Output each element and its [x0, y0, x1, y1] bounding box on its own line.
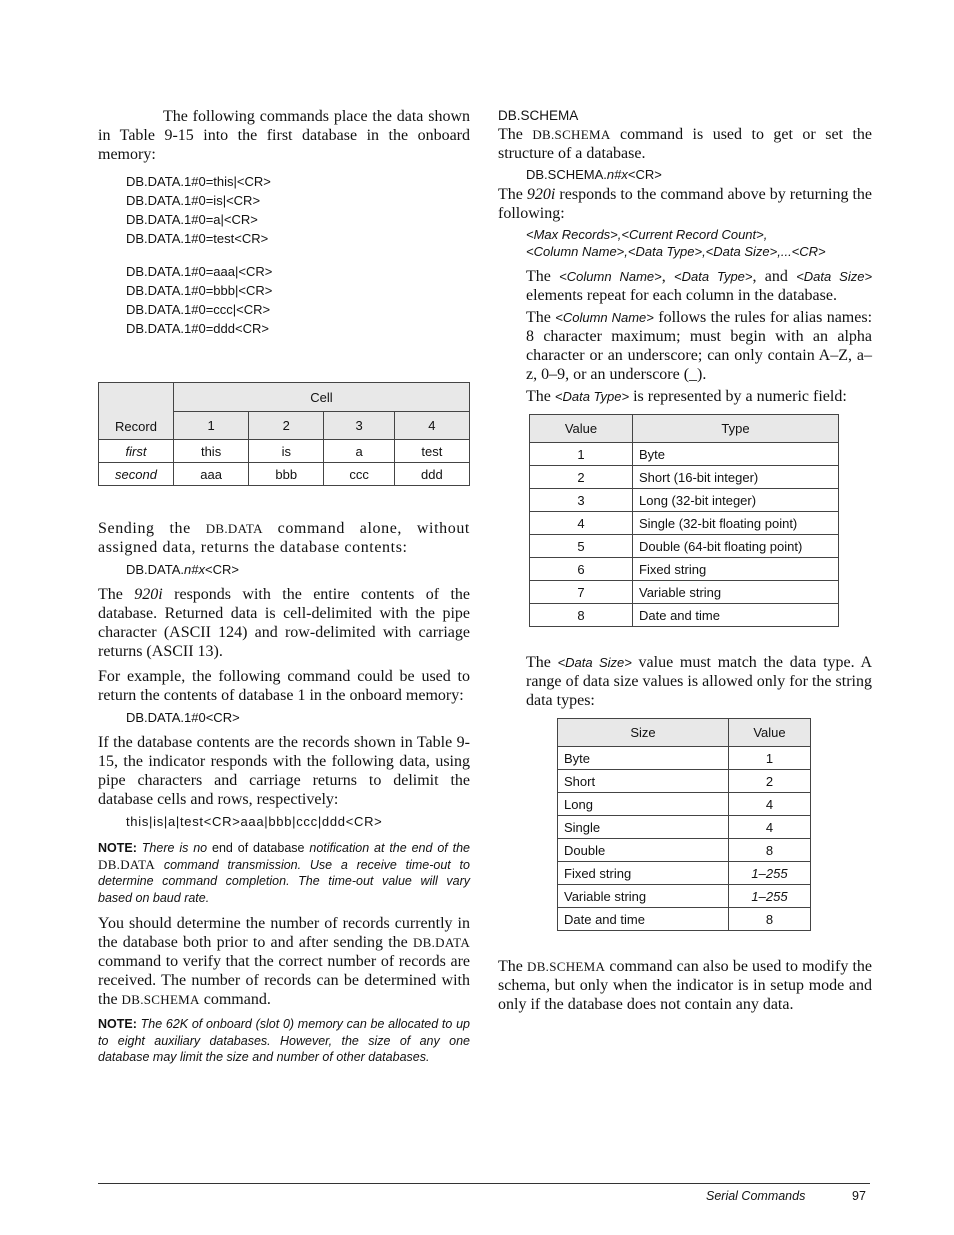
- data-size-table: [557, 718, 811, 931]
- model-name: 920i: [134, 586, 163, 603]
- cell-column-header: 4: [394, 412, 469, 440]
- table-cell: 6: [530, 558, 633, 581]
- rules-paragraph: The <Column Name> follows the rules for alias names: 8 character maximum; must begin with an alpha character or an underscore; can only contain A–Z, a–z, 0–9, or an underscore (_).: [526, 309, 873, 383]
- table-cell: Short: [558, 770, 729, 793]
- schema-format: <Max Records>,<Current Record Count>, <Column Name>,<Data Type>,<Data Size>,...<CR>: [526, 227, 826, 259]
- cell-column-header: 2: [249, 412, 324, 440]
- command-line: DB.DATA.1#0=aaa|<CR>: [126, 264, 273, 279]
- table-cell: Fixed string: [633, 558, 839, 581]
- table-cell: 2: [729, 770, 811, 793]
- table-cell: aaa: [174, 463, 249, 486]
- note-memory: NOTE: The 62K of onboard (slot 0) memory can be allocated to up to eight auxiliary databases. However, the size of any one database may limit the size and number of other databases.: [98, 1017, 470, 1064]
- schema-responds-paragraph: The 920i responds to the command above by returning the following:: [498, 186, 873, 222]
- table-row: [530, 535, 839, 558]
- table-cell: ddd: [394, 463, 469, 486]
- table-cell: 4: [729, 816, 811, 839]
- table-row: [530, 604, 839, 627]
- table-cell: is: [249, 440, 324, 463]
- note-receive-timeout: NOTE: There is no end of database notification at the end of the DB.DATA command transmission. Use a receive time-out to determine command completion. The time-out value will vary based on baud rate.: [98, 841, 470, 905]
- schema-paragraph: The DB.SCHEMA command is used to get or set the structure of a database.: [498, 126, 873, 162]
- records-table: [98, 382, 470, 486]
- output-example: this|is|a|test<CR>aaa|bbb|ccc|ddd<CR>: [126, 814, 383, 829]
- db-data-code: DB.DATA: [205, 521, 263, 536]
- footer-rule: [98, 1183, 870, 1184]
- table-row: [558, 793, 811, 816]
- cell-column-header: 1: [174, 412, 249, 440]
- record-label: second: [99, 463, 174, 486]
- table-row: [530, 466, 839, 489]
- example-command: DB.DATA.1#0<CR>: [126, 710, 240, 725]
- column-header: Size: [558, 719, 729, 747]
- table-row: [99, 440, 470, 463]
- intro-paragraph: The following commands place the data shown in Table 9-15 into the first database in the onboard memory:: [98, 108, 470, 163]
- table-cell: 1–255: [729, 885, 811, 908]
- table-row: [558, 816, 811, 839]
- table-cell: Date and time: [558, 908, 729, 931]
- data-type-paragraph: The <Data Type> is represented by a numeric field:: [526, 388, 847, 405]
- column-header: Value: [530, 415, 633, 443]
- data-size-paragraph: The <Data Size> value must match the data type. A range of data size values is allowed only for the string data types:: [526, 654, 873, 709]
- table-cell: 7: [530, 581, 633, 604]
- responds-paragraph: The 920i responds with the entire contents of the database. Returned data is cell-delimited with the pipe character (ASCII 124) and row-delimited with carriage returns (ASCII 13).: [98, 586, 471, 660]
- command-line: DB.DATA.1#0=is|<CR>: [126, 193, 261, 208]
- table-row: [558, 839, 811, 862]
- column-header: Type: [633, 415, 839, 443]
- table-cell: 8: [729, 839, 811, 862]
- table-row: [530, 512, 839, 535]
- table-row: [558, 862, 811, 885]
- repeat-paragraph: The <Column Name>, <Data Type>, and <Data Size> elements repeat for each column in the database.: [526, 268, 873, 304]
- table-cell: bbb: [249, 463, 324, 486]
- footer-title: Serial Commands: [706, 1189, 806, 1203]
- command-line: DB.DATA.1#0=ddd<CR>: [126, 321, 269, 336]
- schema-command: DB.SCHEMA.n#x<CR>: [526, 167, 662, 182]
- table-cell: Single (32-bit floating point): [633, 512, 839, 535]
- if-paragraph: If the database contents are the records shown in Table 9-15, the indicator responds with the following data, using pipe characters and carriage returns to delimit the database cells and rows, respectively:: [98, 734, 470, 808]
- table-row: [530, 581, 839, 604]
- table-row: [530, 443, 839, 466]
- column-header: Value: [729, 719, 811, 747]
- command-list-b: [98, 262, 470, 338]
- page-number: 97: [852, 1189, 866, 1203]
- table-row: [558, 747, 811, 770]
- table-cell: Long: [558, 793, 729, 816]
- table-row: [558, 770, 811, 793]
- table-cell: Short (16-bit integer): [633, 466, 839, 489]
- table-cell: this: [174, 440, 249, 463]
- table-row: [530, 558, 839, 581]
- command-line: DB.DATA.1#0=test<CR>: [126, 231, 269, 246]
- determine-paragraph: You should determine the number of records currently in the database both prior to and after sending the DB.DATA command to verify that the correct number of records are received. The number of records can be determined with the DB.SCHEMA command.: [98, 915, 471, 1008]
- section-heading: DB.SCHEMA: [498, 108, 579, 123]
- record-header: Record: [99, 383, 174, 440]
- modify-paragraph: The DB.SCHEMA command can also be used to modify the schema, but only when the indicator is in setup mode and only if the database does not contain any data.: [498, 958, 873, 1013]
- table-cell: Byte: [558, 747, 729, 770]
- db-data-nx-command: DB.DATA.n#x<CR>: [126, 562, 239, 577]
- table-cell: Date and time: [633, 604, 839, 627]
- sending-paragraph: Sending the DB.DATA command alone, without assigned data, returns the database contents:: [98, 520, 470, 556]
- command-line: DB.DATA.1#0=a|<CR>: [126, 212, 258, 227]
- table-row: [530, 489, 839, 512]
- table-cell: ccc: [324, 463, 394, 486]
- table-cell: 8: [530, 604, 633, 627]
- command-line: DB.DATA.1#0=this|<CR>: [126, 174, 271, 189]
- table-cell: Variable string: [558, 885, 729, 908]
- cell-header: Cell: [174, 383, 470, 412]
- table-cell: a: [324, 440, 394, 463]
- table-cell: Fixed string: [558, 862, 729, 885]
- left-column: [98, 107, 470, 1066]
- table-cell: Long (32-bit integer): [633, 489, 839, 512]
- example-paragraph: For example, the following command could be used to return the contents of database 1 in the onboard memory:: [98, 668, 470, 704]
- table-row: [99, 463, 470, 486]
- table-cell: 8: [729, 908, 811, 931]
- table-cell: Double (64-bit floating point): [633, 535, 839, 558]
- table-cell: 1–255: [729, 862, 811, 885]
- record-label: first: [99, 440, 174, 463]
- cell-column-header: 3: [324, 412, 394, 440]
- command-list-a: [98, 172, 470, 248]
- table-cell: Variable string: [633, 581, 839, 604]
- table-cell: 4: [729, 793, 811, 816]
- table-cell: Byte: [633, 443, 839, 466]
- table-cell: 1: [530, 443, 633, 466]
- table-cell: 5: [530, 535, 633, 558]
- data-type-table: [529, 414, 839, 627]
- table-cell: Double: [558, 839, 729, 862]
- command-line: DB.DATA.1#0=ccc|<CR>: [126, 302, 271, 317]
- table-row: [558, 908, 811, 931]
- right-column: [498, 107, 872, 1014]
- table-cell: test: [394, 440, 469, 463]
- command-line: DB.DATA.1#0=bbb|<CR>: [126, 283, 273, 298]
- table-row: [558, 885, 811, 908]
- table-cell: 4: [530, 512, 633, 535]
- table-cell: 1: [729, 747, 811, 770]
- table-cell: 3: [530, 489, 633, 512]
- table-cell: 2: [530, 466, 633, 489]
- table-cell: Single: [558, 816, 729, 839]
